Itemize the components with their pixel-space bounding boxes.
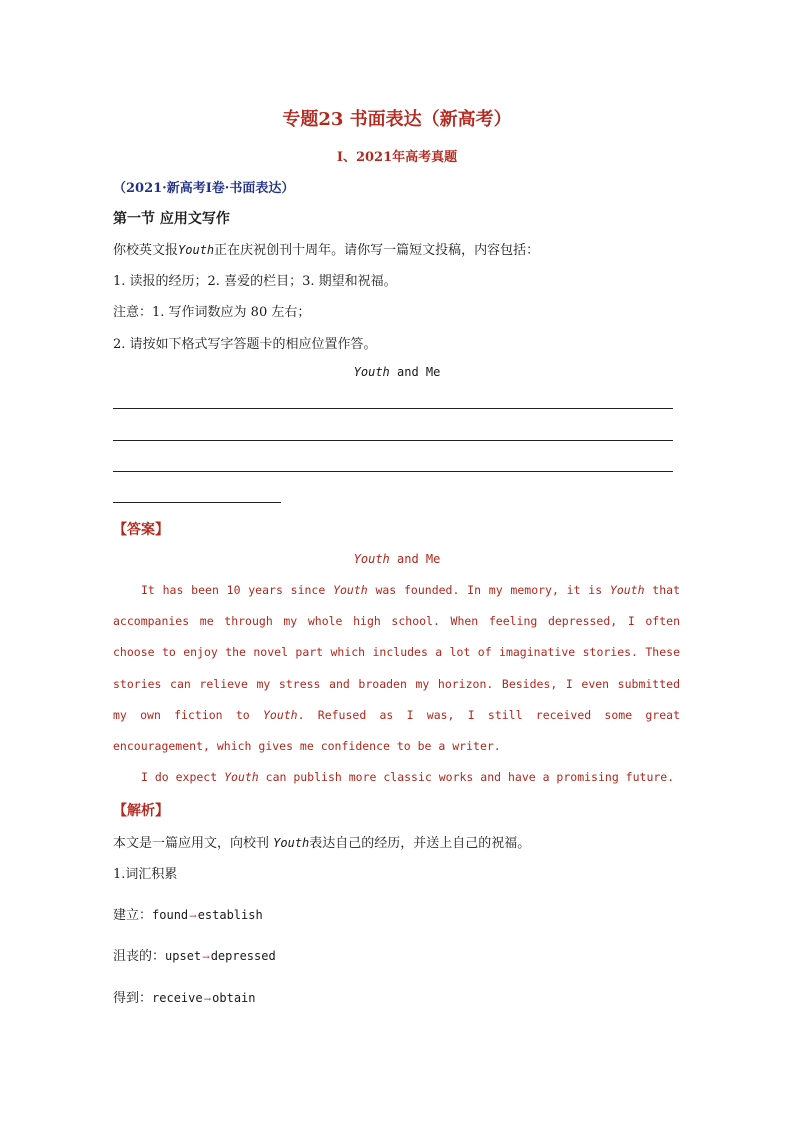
paper-name: Youth <box>178 243 215 257</box>
note-line-1: 注意：1. 写作词数应为 80 左右； <box>113 305 311 320</box>
question-source: （2021·新高考I卷·书面表达） <box>113 181 295 196</box>
vocab-item: 得到：receive→obtain <box>113 991 256 1006</box>
writing-line-short <box>113 502 281 503</box>
note-line-2: 2. 请按如下格式写字答题卡的相应位置作答。 <box>113 337 377 352</box>
arrow-icon: → <box>189 912 197 922</box>
answer-essay <box>113 575 680 793</box>
vocab-item: 建立：found→establish <box>113 908 263 923</box>
section-heading: 第一节 应用文写作 <box>113 211 230 227</box>
analysis-label: 【解析】 <box>113 803 169 819</box>
arrow-icon: → <box>203 995 212 1005</box>
page-title: 专题23 书面表达（新高考） <box>282 109 512 130</box>
section-subtitle: I、2021年高考真题 <box>336 150 458 165</box>
vocab-heading: 1.词汇积累 <box>113 867 178 882</box>
arrow-icon: → <box>202 953 210 963</box>
analysis-text: 本文是一篇应用文，向校刊 Youth表达自己的经历，并送上自己的祝福。 <box>113 836 531 851</box>
answer-label: 【答案】 <box>113 522 169 538</box>
task-description: 你校英文报Youth正在庆祝创刊十周年。请你写一篇短文投稿，内容包括： <box>113 243 540 258</box>
writing-line <box>113 440 673 441</box>
answer-essay-title: Youth and Me <box>353 552 441 566</box>
content-points: 1. 读报的经历；2. 喜爱的栏目；3. 期望和祝福。 <box>113 274 397 289</box>
essay-paragraph-1: It has been 10 years since Youth was founded. In my memory, it is Youth that accompanies me through my whole high school. When feeling depressed, I often choose to enjoy the novel part which includes a lot of imaginative stories. These stories can relieve my stress and broaden my horizon. Besides, I even submitted my own fiction to Youth. Refused as I was, I still received some great encouragement, which gives me confidence to be a writer. <box>113 583 681 754</box>
writing-line <box>113 471 673 472</box>
answer-sheet-title: Youth and Me <box>353 365 441 379</box>
vocab-item: 沮丧的：upset→depressed <box>113 949 276 964</box>
essay-paragraph-2: I do expect Youth can publish more classic works and have a promising future. <box>141 770 675 785</box>
writing-line <box>113 408 673 409</box>
